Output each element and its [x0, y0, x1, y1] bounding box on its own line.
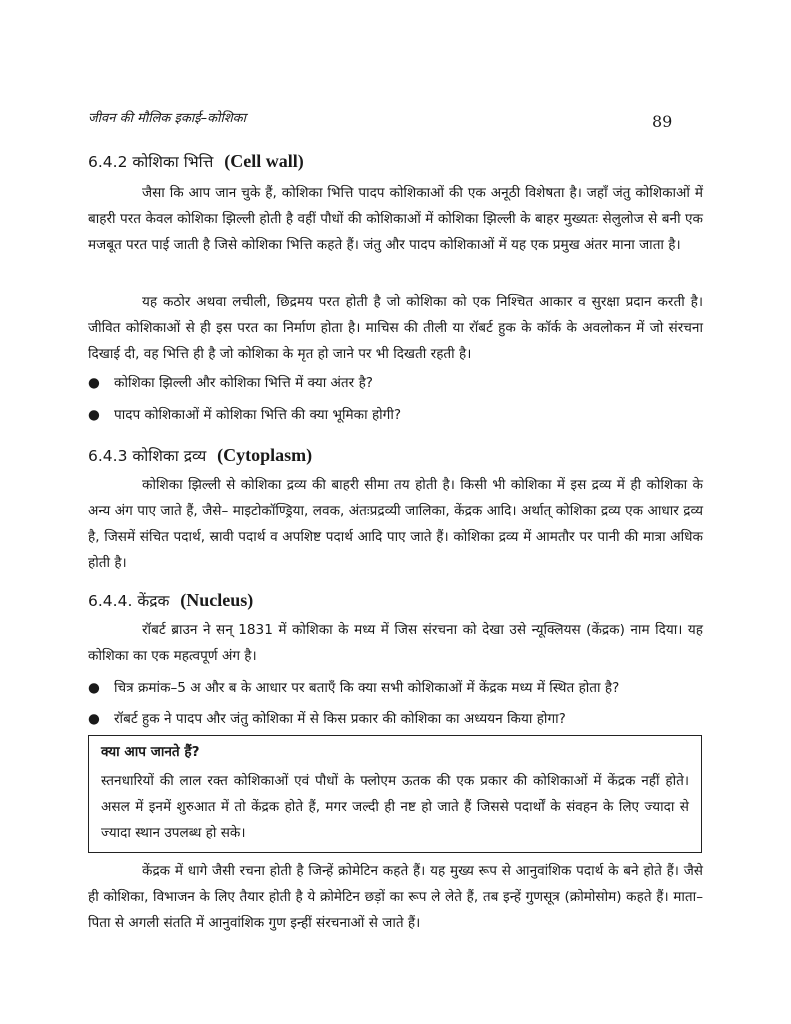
- bullet-icon: ●: [88, 407, 100, 423]
- section-title-english: (Cell wall): [224, 151, 304, 171]
- section-title-hindi: कोशिका भित्ति: [132, 153, 214, 171]
- section-heading-cytoplasm: [88, 444, 312, 466]
- running-title: जीवन की मौलिक इकाई–कोशिका: [88, 111, 247, 126]
- bullet-icon: ●: [88, 680, 100, 696]
- section-heading-cell-wall: [88, 150, 304, 172]
- paragraph: कोशिका झिल्ली से कोशिका द्रव्य की बाहरी सीमा तय होती है। किसी भी कोशिका में इस द्रव्य में ही कोशिका के अन्य अंग पाए जाते हैं, जैसे– माइटोकॉण्ड्रिया, लवक, अंतःप्रद्रव्यी जालिका, केंद्रक आदि। अर्थात् कोशिका द्रव्य एक आधार द्रव्य है, जिसमें संचित पदार्थ, स्रावी पदार्थ व अपशिष्ट पदार्थ आदि पाए जाते हैं। कोशिका द्रव्य में आमतौर पर पानी की मात्रा अधिक होती है।: [88, 477, 703, 571]
- paragraph: रॉबर्ट ब्राउन ने सन् 1831 में कोशिका के मध्य में जिस संरचना को देखा उसे न्यूक्लियस (केंद्रक) नाम दिया। यह कोशिका का एक महत्वपूर्ण अंग है।: [88, 622, 703, 664]
- did-you-know-box: [88, 735, 702, 853]
- page-number: 89: [652, 112, 673, 131]
- box-title: क्या आप जानते हैं?: [101, 744, 200, 760]
- section-title-hindi: कोशिका द्रव्य: [132, 447, 207, 465]
- question-bullet: ● रॉबर्ट हुक ने पादप और जंतु कोशिका में से किस प्रकार की कोशिका का अध्ययन किया होगा?: [88, 707, 708, 731]
- section-title-hindi: केंद्रक: [137, 592, 170, 610]
- paragraph: यह कठोर अथवा लचीली, छिद्रमय परत होती है जो कोशिका को एक निश्चित आकार व सुरक्षा प्रदान करती है। जीवित कोशिकाओं से ही इस परत का निर्माण होता है। माचिस की तीली या रॉबर्ट हुक के कॉर्क के अवलोकन में जो संरचना दिखाई दी, वह भित्ति ही है जो कोशिका के मृत हो जाने पर भी दिखती रहती है।: [88, 294, 704, 362]
- section-number: 6.4.4.: [88, 592, 133, 610]
- section-number: 6.4.2: [88, 153, 128, 171]
- paragraph: केंद्रक में धागे जैसी रचना होती है जिन्हें क्रोमेटिन कहते हैं। यह मुख्य रूप से आनुवांशिक पदार्थ के बने होते हैं। जैसे ही कोशिका, विभाजन के लिए तैयार होती है ये क्रोमेटिन छड़ों का रूप ले लेते हैं, तब इन्हें गुणसूत्र (क्रोमोसोम) कहते हैं। माता–पिता से अगली संतति में आनुवांशिक गुण इन्हीं संरचनाओं से जाते हैं।: [88, 863, 703, 931]
- section-title-english: (Cytoplasm): [217, 445, 313, 465]
- bullet-icon: ●: [88, 711, 100, 727]
- question-bullet: ● चित्र क्रमांक–5 अ और ब के आधार पर बताएँ कि क्या सभी कोशिकाओं में केंद्रक मध्य में स्थित होता है?: [88, 676, 708, 700]
- section-title-english: (Nucleus): [180, 590, 254, 610]
- question-bullet: ● कोशिका झिल्ली और कोशिका भित्ति में क्या अंतर है?: [88, 371, 708, 395]
- section-number: 6.4.3: [88, 447, 128, 465]
- section-heading-nucleus: [88, 589, 253, 611]
- box-text: स्तनधारियों की लाल रक्त कोशिकाओं एवं पौधों के फ्लोएम ऊतक की एक प्रकार की कोशिकाओं में केंद्रक नहीं होते। असल में इनमें शुरुआत में तो केंद्रक होते हैं, मगर जल्दी ही नष्ट हो जाते हैं जिससे पदार्थों के संवहन के लिए ज्यादा से ज्यादा स्थान उपलब्ध हो सके।: [101, 773, 689, 841]
- paragraph: जैसा कि आप जान चुके हैं, कोशिका भित्ति पादप कोशिकाओं की एक अनूठी विशेषता है। जहाँ जंतु कोशिकाओं में बाहरी परत केवल कोशिका झिल्ली होती है वहीं पौधों की कोशिकाओं में कोशिका झिल्ली के बाहर मुख्यतः सेलुलोज से बनी एक मजबूत परत पाई जाती है जिसे कोशिका भित्ति कहते हैं। जंतु और पादप कोशिकाओं में यह एक प्रमुख अंतर माना जाता है।: [88, 185, 703, 253]
- bullet-icon: ●: [88, 375, 100, 391]
- question-bullet: ● पादप कोशिकाओं में कोशिका भित्ति की क्या भूमिका होगी?: [88, 403, 708, 427]
